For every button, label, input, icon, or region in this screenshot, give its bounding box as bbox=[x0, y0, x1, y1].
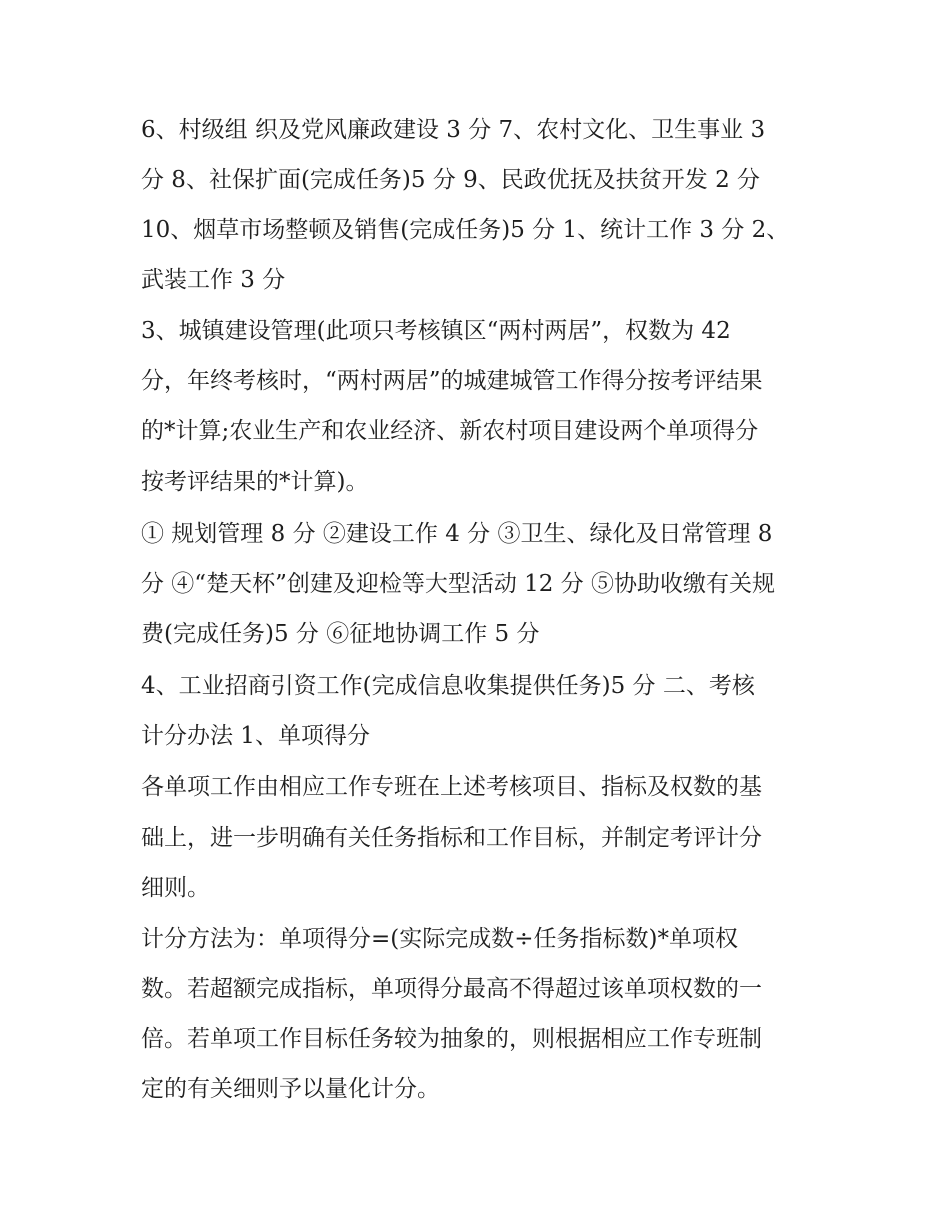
text-line: 的*计算;农业生产和农业经济、新农村项目建设两个单项得分 bbox=[141, 418, 759, 444]
text-line: 费(完成任务)5 分 ⑥征地协调工作 5 分 bbox=[141, 621, 540, 647]
text-line: 础上，进一步明确有关任务指标和工作目标，并制定考评计分 bbox=[141, 825, 762, 851]
text-line: 武装工作 3 分 bbox=[141, 267, 286, 293]
text-line: 10、烟草市场整顿及销售(完成任务)5 分 1、统计工作 3 分 2、 bbox=[141, 217, 790, 243]
text-line: 计分办法 1、单项得分 bbox=[141, 723, 370, 749]
text-line: 分 ④“楚天杯”创建及迎检等大型活动 12 分 ⑤协助收缴有关规 bbox=[141, 571, 776, 597]
text-line: 各单项工作由相应工作专班在上述考核项目、指标及权数的基 bbox=[141, 774, 762, 800]
text-line: 计分方法为：单项得分=(实际完成数÷任务指标数)*单项权 bbox=[141, 926, 738, 952]
text-line: 6、村级组 织及党风廉政建设 3 分 7、农村文化、卫生事业 3 bbox=[141, 117, 766, 143]
text-line: 3、城镇建设管理(此项只考核镇区“两村两居”，权数为 42 bbox=[141, 318, 731, 344]
text-line: 按考评结果的*计算)。 bbox=[141, 469, 369, 495]
text-line: 定的有关细则予以量化计分。 bbox=[141, 1076, 440, 1102]
text-line: 4、工业招商引资工作(完成信息收集提供任务)5 分 二、考核 bbox=[141, 673, 755, 699]
text-line: 分 8、社保扩面(完成任务)5 分 9、民政优抚及扶贫开发 2 分 bbox=[141, 167, 761, 193]
text-line: 数。若超额完成指标，单项得分最高不得超过该单项权数的一 bbox=[141, 976, 762, 1002]
text-line: 倍。若单项工作目标任务较为抽象的，则根据相应工作专班制 bbox=[141, 1026, 762, 1052]
text-line: 分，年终考核时，“两村两居”的城建城管工作得分按考评结果 bbox=[141, 368, 763, 394]
text-line: ① 规划管理 8 分 ②建设工作 4 分 ③卫生、绿化及日常管理 8 bbox=[141, 521, 773, 547]
text-line: 细则。 bbox=[141, 875, 210, 901]
